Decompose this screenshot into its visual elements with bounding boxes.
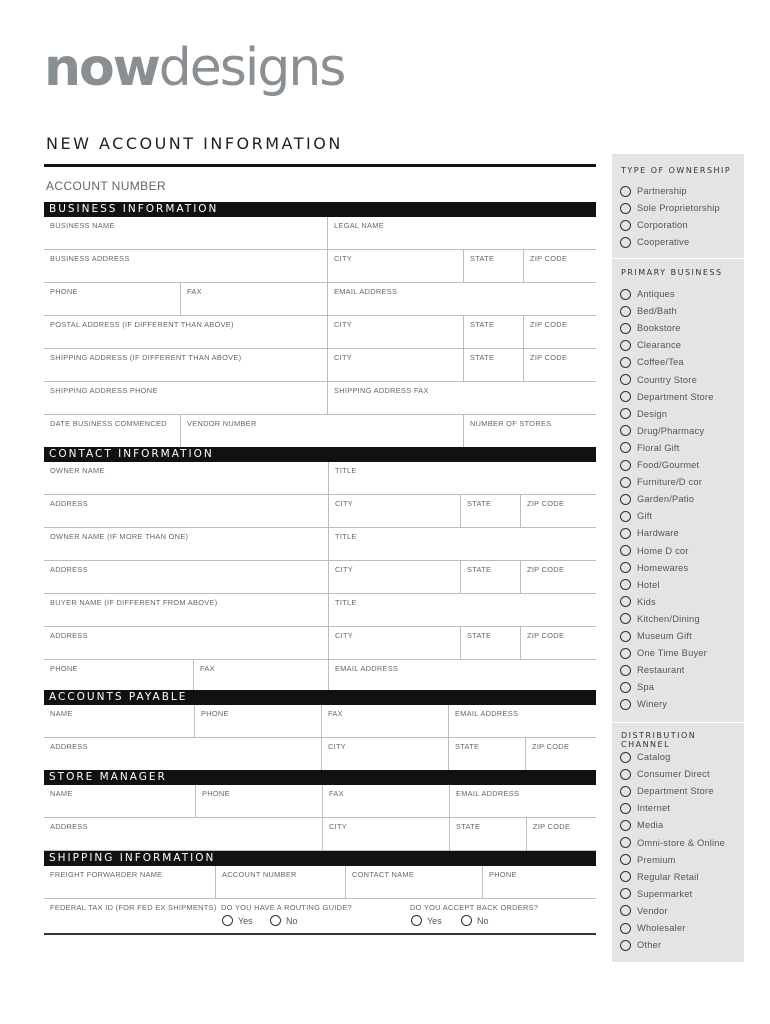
primary-business-option[interactable] [620,286,675,302]
option-label: Vendor [637,905,668,916]
field-label: NAME [50,789,73,798]
primary-business-option[interactable] [620,611,700,627]
field-label: ADDRESS [50,631,88,640]
primary-business-option[interactable] [620,543,689,559]
primary-business-option[interactable] [620,303,677,319]
ownership-option[interactable] [620,234,689,250]
field-label: CITY [328,742,347,751]
field-zip[interactable] [523,316,596,349]
back-orders-question: DO YOU ACCEPT BACK ORDERS? [410,903,539,912]
field-label: NAME [50,709,73,718]
field-city[interactable] [322,818,449,851]
field-label: ZIP CODE [532,742,570,751]
option-label: Coffee/Tea [637,357,684,368]
field-label: ZIP CODE [527,631,565,640]
primary-business-option[interactable] [620,560,688,576]
ownership-option[interactable] [620,200,720,216]
field-label: PHONE [201,709,229,718]
radio-circle-icon [620,631,631,642]
primary-business-option[interactable] [620,337,681,353]
option-label: Wholesaler [637,923,686,933]
radio-circle-icon [620,905,631,916]
radio-circle-icon [222,915,233,926]
option-label: Partnership [637,186,687,196]
radio-circle-icon [620,837,631,848]
field-label: FAX [329,789,344,798]
field-address[interactable] [44,627,328,660]
radio-circle-icon [620,442,631,453]
field-business-name[interactable] [44,217,327,250]
radio-label: Yes [238,915,253,926]
section-header-manager: STORE MANAGER [44,770,596,785]
field-date-commenced[interactable] [44,415,180,448]
field-label: CITY [329,822,348,831]
radio-circle-icon [620,820,631,831]
distribution-channel-option[interactable] [620,886,692,902]
option-label: Restaurant [637,665,685,676]
radio-circle-icon [620,596,631,607]
field-label: CITY [334,353,353,362]
field-label: BUSINESS ADDRESS [50,254,130,263]
radio-circle-icon [620,186,631,197]
field-label: PHONE [202,789,230,798]
title-rule [44,164,596,167]
field-title[interactable] [328,528,596,561]
radio-circle-icon [620,528,631,539]
distribution-channel-option[interactable] [620,903,668,919]
back-orders-yes-radio[interactable] [411,915,442,926]
radio-label: No [477,915,489,926]
distribution-channel-option[interactable] [620,749,670,765]
sidebar-panel [612,154,744,962]
radio-circle-icon [620,323,631,334]
field-label: ZIP CODE [527,499,565,508]
option-label: Furniture/D cor [637,477,702,488]
radio-circle-icon [620,374,631,385]
field-label: STATE [470,254,495,263]
radio-circle-icon [620,237,631,248]
primary-business-option[interactable] [620,440,680,456]
primary-business-option[interactable] [620,645,707,661]
option-label: Department Store [637,391,714,402]
radio-circle-icon [620,888,631,899]
radio-circle-icon [620,425,631,436]
routing-guide-question: DO YOU HAVE A ROUTING GUIDE? [221,903,352,912]
field-label: TITLE [335,532,357,541]
routing-guide-yes-radio[interactable] [222,915,253,926]
field-city[interactable] [328,561,460,594]
field-label: FAX [328,709,343,718]
page-title: NEW ACCOUNT INFORMATION [46,134,343,153]
field-phone[interactable] [195,785,322,818]
field-zip[interactable] [520,495,596,528]
field-label: CONTACT NAME [352,870,415,879]
field-label: STATE [455,742,480,751]
radio-circle-icon [620,477,631,488]
option-label: Winery [637,699,668,710]
field-fax[interactable] [193,660,328,693]
option-label: Department Store [637,786,714,797]
field-zip[interactable] [520,627,596,660]
field-email[interactable] [449,785,596,818]
field-legal-name[interactable] [327,217,596,250]
primary-business-option[interactable] [620,354,684,370]
primary-business-heading: PRIMARY BUSINESS [621,268,723,277]
option-label: Cooperative [637,237,690,248]
field-city[interactable] [328,627,460,660]
radio-circle-icon [620,940,631,951]
field-business-address[interactable] [44,250,327,283]
radio-circle-icon [411,915,422,926]
field-city[interactable] [321,738,448,771]
primary-business-option[interactable] [620,525,679,541]
field-state[interactable] [463,250,523,283]
field-city[interactable] [327,316,463,349]
field-city[interactable] [327,349,463,382]
option-label: Bookstore [637,323,681,334]
field-zip[interactable] [525,738,596,771]
radio-circle-icon [620,460,631,471]
section-header-contact: CONTACT INFORMATION [44,447,596,462]
ownership-heading: TYPE OF OWNERSHIP [621,166,732,175]
radio-circle-icon [620,220,631,231]
option-label: Antiques [637,289,675,299]
distribution-channel-option[interactable] [620,766,710,782]
radio-circle-icon [620,289,631,300]
radio-circle-icon [620,613,631,624]
account-number-field[interactable]: ACCOUNT NUMBER [46,179,167,193]
field-label: LEGAL NAME [334,221,384,230]
primary-business-option[interactable] [620,389,714,405]
field-email[interactable] [327,283,596,316]
sidebar-divider [612,722,744,723]
radio-circle-icon [620,391,631,402]
distribution-channel-option[interactable] [620,937,661,953]
field-state[interactable] [460,627,520,660]
field-fax[interactable] [180,283,327,316]
option-label: Supermarket [637,888,693,899]
field-label: ACCOUNT NUMBER [222,870,297,879]
logo-bold: now [44,38,159,98]
option-label: Spa [637,682,655,693]
field-label: OWNER NAME (IF MORE THAN ONE) [50,532,189,541]
radio-circle-icon [620,408,631,419]
routing-guide-no-radio[interactable] [270,915,298,926]
logo-light: designs [158,38,345,98]
option-label: Design [637,408,668,419]
distribution-channel-option[interactable] [620,800,670,816]
field-postal-address[interactable] [44,316,327,349]
field-title[interactable] [328,594,596,627]
field-label: ZIP CODE [530,320,568,329]
option-label: Catalog [637,752,671,762]
federal-tax-label: FEDERAL TAX ID (FOR FED EX SHIPMENTS) [50,903,217,912]
radio-circle-icon [620,854,631,865]
field-label: EMAIL ADDRESS [335,664,399,673]
primary-business-option[interactable] [620,679,654,695]
field-label: CITY [335,565,354,574]
radio-circle-icon [620,579,631,590]
field-name[interactable] [44,705,194,738]
field-city[interactable] [328,495,460,528]
option-label: Omni-store & Online [637,837,726,848]
field-label: ZIP CODE [530,254,568,263]
field-vendor-number[interactable] [180,415,463,448]
option-label: Corporation [637,220,688,231]
primary-business-option[interactable] [620,372,697,388]
distribution-channel-option[interactable] [620,835,725,851]
option-label: Regular Retail [637,871,699,882]
radio-circle-icon [620,545,631,556]
field-label: NUMBER OF STORES [470,419,552,428]
field-label: EMAIL ADDRESS [456,789,520,798]
field-label: EMAIL ADDRESS [334,287,398,296]
radio-circle-icon [620,665,631,676]
primary-business-option[interactable] [620,662,684,678]
field-contact-name[interactable] [345,866,482,899]
field-label: ADDRESS [50,742,88,751]
option-label: Hardware [637,528,679,539]
radio-circle-icon [620,923,631,934]
radio-circle-icon [620,699,631,710]
field-label: STATE [467,499,492,508]
field-buyer-name[interactable] [44,594,328,627]
option-label: Clearance [637,340,682,351]
option-label: Homewares [637,562,689,573]
field-label: POSTAL ADDRESS (IF DIFFERENT THAN ABOVE) [50,320,234,329]
radio-circle-icon [620,340,631,351]
field-label: STATE [470,320,495,329]
federal-tax-row [44,899,596,935]
field-label: PHONE [489,870,517,879]
field-owner-name-more[interactable] [44,528,328,561]
field-name[interactable] [44,785,195,818]
field-label: PHONE [50,664,78,673]
radio-circle-icon [620,562,631,573]
field-shipping-fax[interactable] [327,382,596,415]
field-address[interactable] [44,738,321,771]
field-label: EMAIL ADDRESS [455,709,519,718]
field-address[interactable] [44,495,328,528]
field-state[interactable] [449,818,526,851]
option-label: Drug/Pharmacy [637,425,705,436]
field-label: ADDRESS [50,822,88,831]
radio-circle-icon [620,786,631,797]
field-label: SHIPPING ADDRESS (IF DIFFERENT THAN ABOVE) [50,353,242,362]
field-zip[interactable] [523,250,596,283]
radio-circle-icon [620,871,631,882]
field-email[interactable] [328,660,596,693]
sidebar-divider [612,258,744,259]
field-label: VENDOR NUMBER [187,419,257,428]
radio-circle-icon [461,915,472,926]
option-label: Museum Gift [637,631,692,641]
option-label: Gift [637,511,653,522]
field-zip[interactable] [520,561,596,594]
field-state[interactable] [463,349,523,382]
field-label: STATE [470,353,495,362]
field-label: STATE [467,565,492,574]
field-fax[interactable] [321,705,448,738]
nowdesigns-logo [44,38,344,98]
field-phone[interactable] [44,283,180,316]
field-label: SHIPPING ADDRESS FAX [334,386,429,395]
field-city[interactable] [327,250,463,283]
primary-business-option[interactable] [620,696,667,712]
option-label: Floral Gift [637,442,680,453]
radio-circle-icon [620,494,631,505]
field-state[interactable] [460,495,520,528]
field-fax[interactable] [322,785,449,818]
option-label: Internet [637,803,671,814]
primary-business-option[interactable] [620,594,656,610]
field-label: ZIP CODE [533,822,571,831]
field-label: TITLE [335,598,357,607]
distribution-channel-heading: DISTRIBUTION CHANNEL [621,731,697,749]
section-header-payable: ACCOUNTS PAYABLE [44,690,596,705]
radio-circle-icon [620,769,631,780]
field-zip[interactable] [523,349,596,382]
radio-circle-icon [620,682,631,693]
primary-business-option[interactable] [620,423,704,439]
option-label: Kids [637,596,656,607]
field-label: TITLE [335,466,357,475]
field-label: ZIP CODE [530,353,568,362]
ownership-option[interactable] [620,217,688,233]
primary-business-option[interactable] [620,457,699,473]
option-label: Premium [637,854,676,865]
field-label: FAX [200,664,215,673]
primary-business-option[interactable] [620,508,652,524]
option-label: Other [637,940,662,951]
option-label: Consumer Direct [637,769,710,780]
radio-circle-icon [620,203,631,214]
field-label: ADDRESS [50,499,88,508]
field-shipping-address[interactable] [44,349,327,382]
field-state[interactable] [463,316,523,349]
radio-circle-icon [620,357,631,368]
field-label: BUSINESS NAME [50,221,115,230]
distribution-channel-option[interactable] [620,869,699,885]
field-label: DATE BUSINESS COMMENCED [50,419,167,428]
radio-label: No [286,915,298,926]
distribution-channel-option[interactable] [620,920,686,936]
back-orders-no-radio[interactable] [461,915,489,926]
field-label: STATE [456,822,481,831]
section-header-business: BUSINESS INFORMATION [44,202,596,217]
field-state[interactable] [460,561,520,594]
field-state[interactable] [448,738,525,771]
field-label: OWNER NAME [50,466,105,475]
field-label: ZIP CODE [527,565,565,574]
field-phone[interactable] [482,866,596,899]
ownership-option[interactable] [620,183,687,199]
option-label: Garden/Patio [637,494,695,505]
field-number-of-stores[interactable] [463,415,596,448]
field-label: CITY [334,320,353,329]
field-label: CITY [335,631,354,640]
primary-business-option[interactable] [620,491,694,507]
primary-business-option[interactable] [620,577,660,593]
field-phone[interactable] [44,660,193,693]
distribution-channel-option[interactable] [620,817,663,833]
primary-business-option[interactable] [620,474,702,490]
field-label: SHIPPING ADDRESS PHONE [50,386,158,395]
field-label: STATE [467,631,492,640]
field-label: PHONE [50,287,78,296]
field-address[interactable] [44,561,328,594]
radio-circle-icon [270,915,281,926]
radio-circle-icon [620,803,631,814]
radio-circle-icon [620,648,631,659]
field-label: FAX [187,287,202,296]
section-header-shipping: SHIPPING INFORMATION [44,851,596,866]
field-label: ADDRESS [50,565,88,574]
field-owner-name[interactable] [44,462,328,495]
radio-label: Yes [427,915,442,926]
option-label: Country Store [637,374,697,385]
field-address[interactable] [44,818,322,851]
primary-business-option[interactable] [620,320,681,336]
field-account-number-small[interactable] [215,866,345,899]
field-shipping-phone[interactable] [44,382,327,415]
primary-business-option[interactable] [620,406,667,422]
distribution-channel-option[interactable] [620,783,714,799]
distribution-channel-option[interactable] [620,852,676,868]
field-phone[interactable] [194,705,321,738]
radio-circle-icon [620,306,631,317]
option-label: Kitchen/Dining [637,613,700,624]
field-title[interactable] [328,462,596,495]
radio-circle-icon [620,511,631,522]
field-label: BUYER NAME (IF DIFFERENT FROM ABOVE) [50,598,218,607]
field-email[interactable] [448,705,596,738]
option-label: Bed/Bath [637,306,677,317]
option-label: Food/Gourmet [637,460,700,470]
field-label: CITY [335,499,354,508]
option-label: Sole Proprietorship [637,203,720,214]
option-label: One Time Buyer [637,648,707,659]
primary-business-option[interactable] [620,628,692,644]
option-label: Home D cor [637,545,689,556]
option-label: Hotel [637,579,660,590]
field-label: FREIGHT FORWARDER NAME [50,870,163,879]
radio-circle-icon [620,752,631,763]
option-label: Media [637,820,664,831]
field-label: CITY [334,254,353,263]
field-zip[interactable] [526,818,596,851]
field-freight-forwarder[interactable] [44,866,215,899]
